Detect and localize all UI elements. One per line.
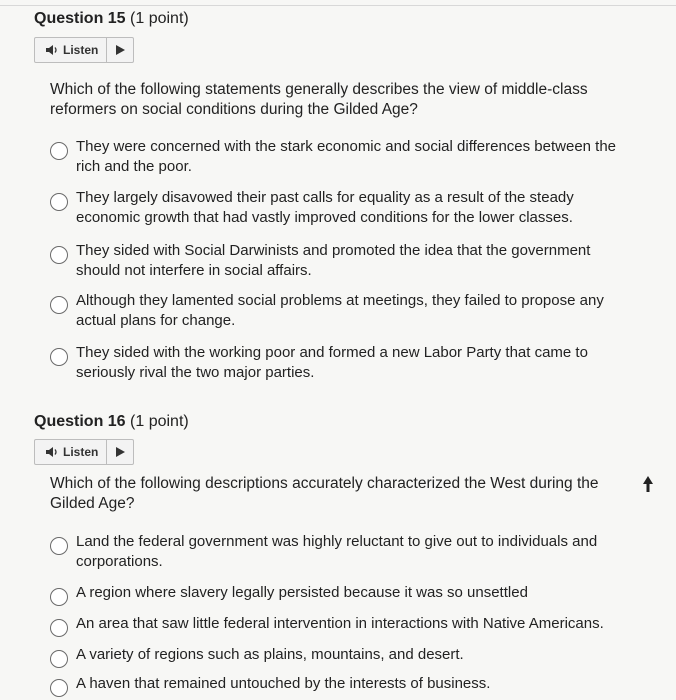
option-label: A haven that remained untouched by the interests of business. xyxy=(76,675,491,692)
question-16-listen-label: Listen xyxy=(63,445,99,459)
question-16-title xyxy=(34,413,189,431)
question-15-title xyxy=(34,10,189,28)
question-15-text: Which of the following statements generally describes the view of middle-class reformers on social conditions during the Gilded Age? xyxy=(50,81,588,118)
radio-button[interactable] xyxy=(50,348,68,366)
option-label: Although they lamented social problems at meetings, they failed to propose any actual plans for change. xyxy=(76,292,604,329)
question-15-listen-label: Listen xyxy=(63,43,99,57)
radio-button[interactable] xyxy=(50,650,68,668)
question-15-option-1[interactable] xyxy=(50,137,630,177)
option-label: They were concerned with the stark economic and social differences between the rich and the poor. xyxy=(76,138,617,175)
option-label: They largely disavowed their past calls for equality as a result of the steady economic growth that had vastly improved conditions for the lower classes. xyxy=(76,189,574,226)
mouse-cursor-icon xyxy=(641,475,655,498)
speaker-icon xyxy=(45,44,59,56)
play-icon xyxy=(116,447,125,457)
question-16-listen-button[interactable] xyxy=(35,440,107,464)
radio-button[interactable] xyxy=(50,246,68,264)
question-15-option-3[interactable] xyxy=(50,241,630,281)
question-16-option-2[interactable] xyxy=(50,583,630,606)
radio-button[interactable] xyxy=(50,588,68,606)
question-16-option-4[interactable] xyxy=(50,645,630,668)
question-15-listen-widget xyxy=(34,37,134,63)
question-15-option-4[interactable] xyxy=(50,291,630,331)
option-label: They sided with the working poor and formed a new Labor Party that came to seriously rival the two major parties. xyxy=(76,344,588,381)
radio-button[interactable] xyxy=(50,537,68,555)
option-label: They sided with Social Darwinists and promoted the idea that the government should not interfere in social affairs. xyxy=(76,242,591,279)
question-15-points: (1 point) xyxy=(130,10,189,27)
radio-button[interactable] xyxy=(50,296,68,314)
question-16-play-button[interactable] xyxy=(107,440,133,464)
question-16-text: Which of the following descriptions accurately characterized the West during the Gilded Age? xyxy=(50,475,599,512)
option-label: Land the federal government was highly reluctant to give out to individuals and corporations. xyxy=(76,533,598,570)
question-16-option-1[interactable] xyxy=(50,532,630,572)
question-15-option-5[interactable] xyxy=(50,343,630,383)
top-divider xyxy=(0,0,676,6)
radio-button[interactable] xyxy=(50,619,68,637)
question-16-points: (1 point) xyxy=(130,413,189,430)
question-16-number: Question 16 xyxy=(34,413,126,430)
speaker-icon xyxy=(45,446,59,458)
radio-button[interactable] xyxy=(50,142,68,160)
question-16-listen-widget xyxy=(34,439,134,465)
question-15-play-button[interactable] xyxy=(107,38,133,62)
radio-button[interactable] xyxy=(50,193,68,211)
option-label: A variety of regions such as plains, mountains, and desert. xyxy=(76,646,464,663)
play-icon xyxy=(116,45,125,55)
question-15-number: Question 15 xyxy=(34,10,126,27)
question-15-option-2[interactable] xyxy=(50,188,630,228)
question-15-listen-button[interactable] xyxy=(35,38,107,62)
question-16-option-5[interactable] xyxy=(50,674,630,697)
question-16-option-3[interactable] xyxy=(50,614,630,637)
radio-button[interactable] xyxy=(50,679,68,697)
option-label: A region where slavery legally persisted because it was so unsettled xyxy=(76,584,528,601)
option-label: An area that saw little federal intervention in interactions with Native Americans. xyxy=(76,615,604,632)
